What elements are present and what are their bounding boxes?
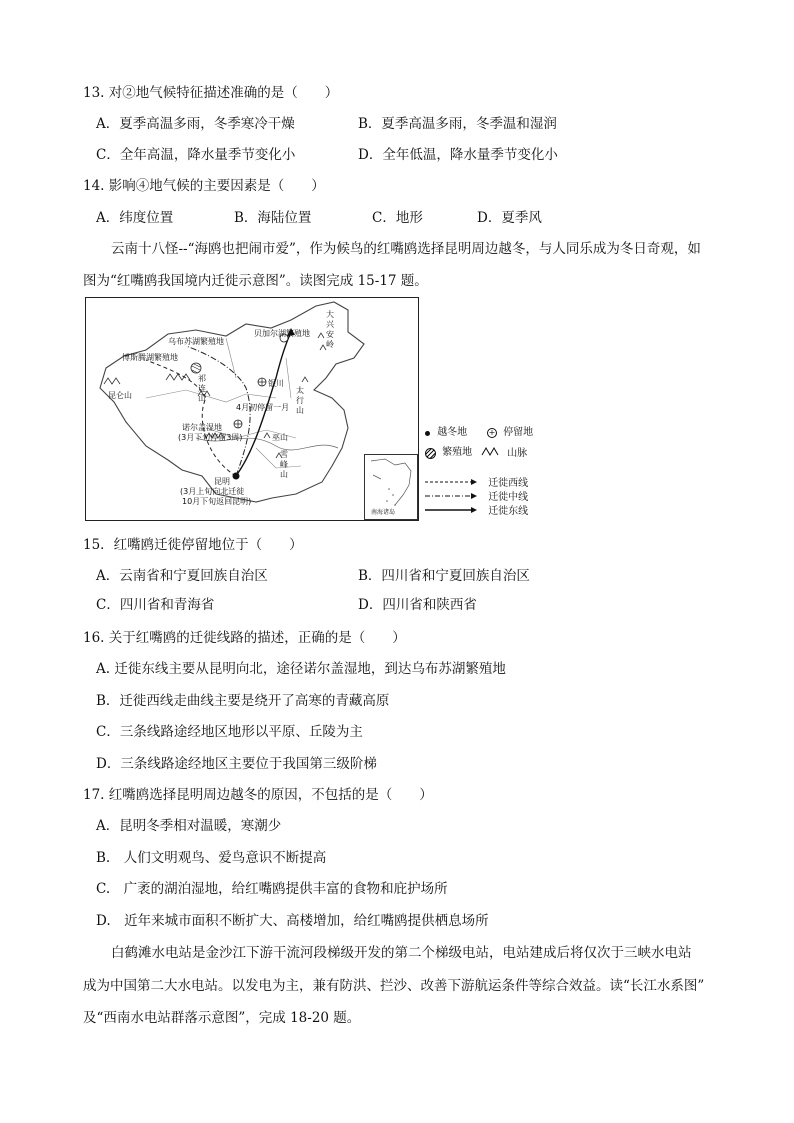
q16-option-a: A. 迁徙东线主要从昆明向北，途径诺尔盖湿地，到达乌布苏湖繁殖地 — [96, 661, 506, 677]
legend-winter-label: 越冬地 — [437, 427, 468, 438]
legend-row-east — [425, 505, 528, 519]
label-stop-note: 4月初停留一月 — [236, 403, 290, 412]
q17-option-a: A．昆明冬季相对温暖，寒潮少 — [96, 818, 282, 834]
intro-paragraph-line-2: 图为“红嘴鸥我国境内迁徙示意图”。读图完成 15-17 题。 — [83, 273, 428, 289]
label-kunming-note-1: (3月上旬向北迁徙 — [180, 487, 245, 496]
legend-row-winter — [425, 426, 467, 440]
q13-option-d: D．全年低温，降水量季节变化小 — [358, 147, 558, 163]
migration-map — [85, 297, 419, 521]
label-daxinganling: 大兴安岭 — [326, 310, 334, 349]
hatched-circle-icon — [425, 448, 436, 459]
label-nuoergai: 诺尔盖湿地 — [182, 423, 222, 432]
q14-option-c: C．地形 — [372, 210, 423, 226]
legend-row-breeding — [425, 446, 472, 460]
q15-option-b: B．四川省和宁夏回族自治区 — [358, 568, 530, 584]
q15-option-d: D．四川省和陕西省 — [358, 597, 477, 613]
legend-middle-label: 迁徙中线 — [488, 492, 529, 503]
label-qilian: 祁连山 — [198, 374, 206, 403]
intro2-paragraph-line-2: 成为中国第二大水电站。以发电为主，兼有防洪、拦沙、改善下游航运条件等综合效益。读“长江水系图” — [83, 978, 705, 994]
q14-stem: 14. 影响④地气候的主要因素是（ ） — [83, 178, 325, 194]
dot-icon — [425, 431, 430, 436]
q14-option-a: A．纬度位置 — [96, 210, 174, 226]
legend-west-label: 迁徙西线 — [488, 478, 529, 489]
q16-option-c: C．三条线路途经地区地形以平原、丘陵为主 — [96, 724, 363, 740]
label-kunming: 昆明 — [214, 477, 230, 486]
intro2-paragraph-line-3: 及“西南水电站群落示意图”，完成 18-20 题。 — [83, 1010, 361, 1026]
map-legend — [425, 420, 550, 520]
legend-row-west — [425, 477, 528, 491]
label-inset: 南海诸岛 — [371, 509, 396, 516]
crossed-circle-icon: + — [488, 428, 496, 437]
mountain-icon — [481, 446, 501, 461]
q13-option-c: C．全年高温，降水量季节变化小 — [96, 147, 296, 163]
legend-breeding-label: 繁殖地 — [442, 447, 473, 458]
legend-row-mountain — [481, 446, 527, 460]
q17-option-d: D. 近年来城市面积不断扩大、高楼增加，给红嘴鸥提供栖息场所 — [96, 913, 489, 929]
intro2-paragraph-line-1: 白鹤滩水电站是金沙江下游干流河段梯级开发的第二个梯级电站，电站建成后将仅次于三峡水电站 — [111, 945, 692, 961]
q15-option-c: C．四川省和青海省 — [96, 597, 215, 613]
label-bosten-breeding: 博斯腾湖繁殖地 — [122, 353, 178, 362]
label-yinchuan: 银川 — [268, 379, 284, 388]
q15-stem: 15．红嘴鸥迁徙停留地位于（ ） — [83, 537, 303, 553]
q17-option-b: B. 人们文明观鸟、爱鸟意识不断提高 — [96, 850, 327, 866]
dashed-arrow-icon — [425, 477, 477, 491]
intro-paragraph-line-1: 云南十八怪--“海鸥也把闹市爱”，作为候鸟的红嘴鸥选择昆明周边越冬，与人同乐成为冬日奇观，如 — [111, 241, 701, 257]
label-kunming-note-2: 10月下旬返回昆明) — [182, 497, 252, 506]
legend-row-middle — [425, 491, 528, 505]
label-hulun-breeding: 贝加尔湖繁殖地 — [254, 329, 310, 338]
label-wushan: 巫山 — [272, 433, 288, 442]
q14-option-b: B．海陆位置 — [234, 210, 312, 226]
q13-option-a: A．夏季高温多雨，冬季寒冷干燥 — [96, 116, 295, 132]
q17-stem: 17. 红嘴鸥选择昆明周边越冬的原因，不包括的是（ ） — [83, 787, 433, 803]
q14-option-d: D．夏季风 — [477, 210, 542, 226]
label-wubusu-breeding: 乌布苏湖繁殖地 — [168, 337, 224, 346]
q16-option-b: B．迁徙西线走曲线主要是绕开了高寒的青藏高原 — [96, 693, 390, 709]
dash-dot-arrow-icon — [425, 491, 477, 505]
q13-stem: 13. 对②地气候特征描述准确的是（ ） — [83, 85, 339, 101]
q13-option-b: B．夏季高温多雨，冬季温和湿润 — [358, 116, 557, 132]
south-china-sea-inset — [364, 454, 418, 520]
label-xuefeng: 雪峰山 — [280, 450, 288, 479]
legend-mountain-label: 山脉 — [507, 447, 528, 459]
q16-stem: 16. 关于红嘴鸥的迁徙线路的描述，正确的是（ ） — [83, 630, 406, 646]
legend-east-label: 迁徙东线 — [488, 506, 529, 517]
q15-option-a: A．云南省和宁夏回族自治区 — [96, 568, 268, 584]
solid-arrow-icon — [425, 505, 477, 519]
legend-stopover-label: 停留地 — [503, 427, 534, 438]
q16-option-d: D．三条线路途经地区主要位于我国第三级阶梯 — [96, 756, 377, 772]
q17-option-c: C. 广袤的湖泊湿地，给红嘴鸥提供丰富的食物和庇护场所 — [96, 881, 448, 897]
legend-row-stopover — [487, 426, 533, 440]
label-nuoergai-note: (3月下旬停留3周) — [178, 433, 243, 442]
label-taihang: 太行山 — [296, 386, 304, 415]
label-kunlun: 昆仑山 — [108, 391, 132, 400]
